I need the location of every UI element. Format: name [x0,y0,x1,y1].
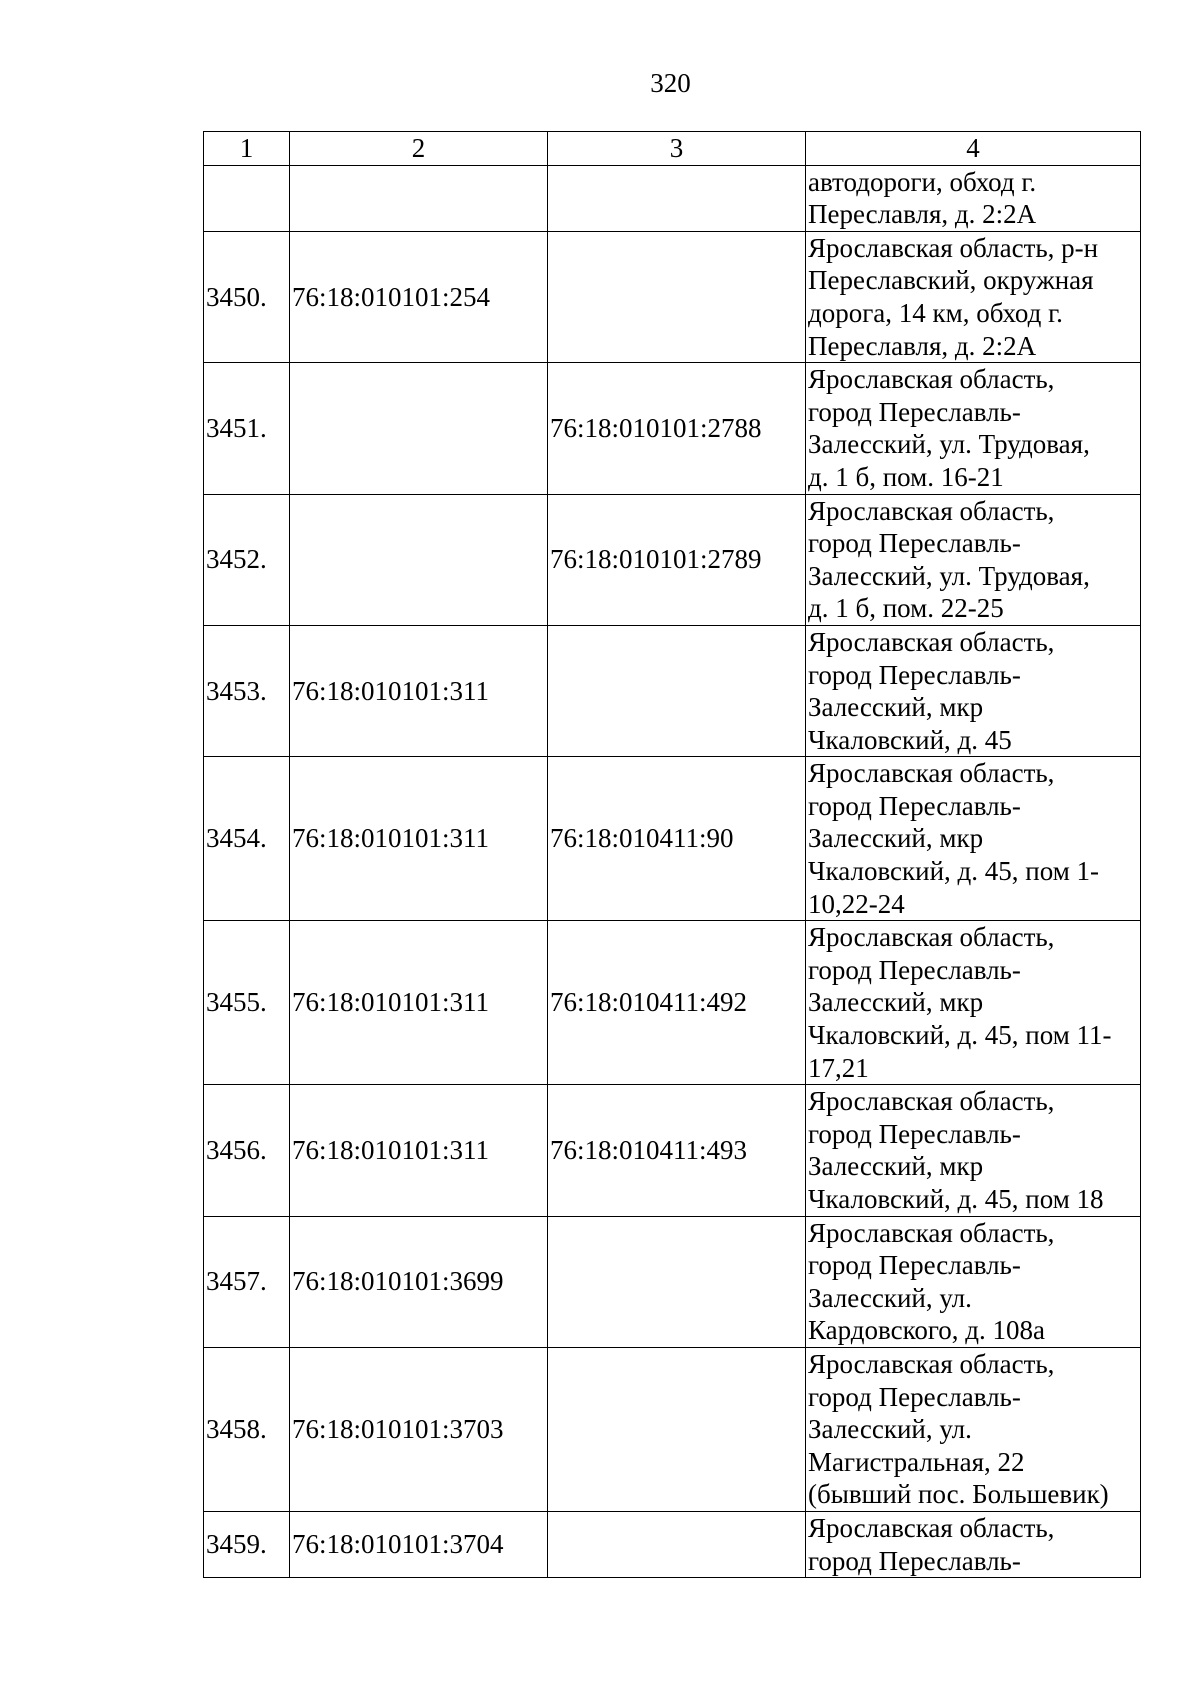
address-line: 17,21 [808,1052,869,1083]
row-number-cell: 3456. [204,1085,290,1216]
address-line: (бывший пос. Большевик) [808,1479,1109,1510]
address-line: Чкаловский, д. 45, пом 11- [808,1020,1112,1051]
address-line: город Переславль- [808,659,1021,690]
cadastral-number-cell [548,1347,806,1511]
table-row [204,1085,1141,1216]
address-line: Ярославская область, р-н [808,232,1099,263]
address-line: город Переславль- [808,1545,1021,1576]
row-number-cell: 3457. [204,1216,290,1347]
table-row [204,165,1141,231]
row-number-cell: 3459. [204,1511,290,1577]
address-line: Ярославская область, [808,758,1055,789]
address-line: город Переславль- [808,790,1021,821]
address-line: Залесский, ул. [808,1282,972,1313]
address-line: Переславля, д. 2:2А [808,199,1037,230]
address-cell [806,1085,1141,1216]
address-line: Магистральная, 22 [808,1446,1025,1477]
column-header: 4 [806,132,1141,166]
address-cell [806,363,1141,494]
cadastral-number-cell: 76:18:010101:254 [290,231,548,362]
cadastral-number-cell: 76:18:010101:2788 [548,363,806,494]
cadastral-number-cell: 76:18:010411:493 [548,1085,806,1216]
cadastral-number-cell [548,165,806,231]
cadastral-number-cell: 76:18:010101:311 [290,1085,548,1216]
address-cell [806,165,1141,231]
table-row [204,231,1141,362]
address-line: город Переславль- [808,1118,1021,1149]
cadastral-number-cell: 76:18:010101:3699 [290,1216,548,1347]
address-line: город Переславль- [808,396,1021,427]
address-line: Ярославская область, [808,626,1055,657]
address-line: Ярославская область, [808,922,1055,953]
cadastral-number-cell: 76:18:010411:90 [548,757,806,921]
cadastral-number-cell [290,363,548,494]
address-line: город Переславль- [808,1381,1021,1412]
row-number-cell: 3452. [204,494,290,625]
page-number: 320 [650,68,691,98]
cadastral-number-cell [548,231,806,362]
address-line: Залесский, мкр [808,823,984,854]
cadastral-number-cell: 76:18:010101:311 [290,757,548,921]
address-line: Ярославская область, [808,1512,1055,1543]
row-number-cell: 3453. [204,625,290,756]
row-number-cell: 3450. [204,231,290,362]
cadastral-number-cell: 76:18:010101:311 [290,921,548,1085]
table-row [204,921,1141,1085]
address-line: Чкаловский, д. 45 [808,724,1012,755]
address-line: Ярославская область, [808,1086,1055,1117]
row-number-cell: 3458. [204,1347,290,1511]
table-row [204,625,1141,756]
cadastral-number-cell [548,625,806,756]
column-header: 2 [290,132,548,166]
address-line: Залесский, мкр [808,1151,984,1182]
address-line: дорога, 14 км, обход г. [808,297,1063,328]
address-cell [806,1216,1141,1347]
address-cell [806,1347,1141,1511]
cadastral-number-cell [290,494,548,625]
address-cell [806,757,1141,921]
cadastral-number-cell: 76:18:010411:492 [548,921,806,1085]
cadastral-number-cell: 76:18:010101:3703 [290,1347,548,1511]
address-line: город Переславль- [808,954,1021,985]
cadastral-number-cell [548,1216,806,1347]
address-line: автодороги, обход г. [808,166,1037,197]
address-line: город Переславль- [808,1250,1021,1281]
table-row [204,1511,1141,1577]
cadastral-number-cell [548,1511,806,1577]
registry-table [203,131,1141,1578]
address-line: город Переславль- [808,528,1021,559]
table-header-row [204,132,1141,166]
address-line: Ярославская область, [808,495,1055,526]
address-line: Кардовского, д. 108а [808,1315,1045,1346]
address-line: Залесский, ул. Трудовая, [808,429,1090,460]
table-row [204,757,1141,921]
address-line: Чкаловский, д. 45, пом 18 [808,1184,1104,1214]
address-cell [806,921,1141,1085]
address-cell [806,1511,1141,1577]
address-line: д. 1 б, пом. 16-21 [808,461,1004,492]
address-line: Залесский, ул. [808,1414,972,1445]
address-line: Чкаловский, д. 45, пом 1- [808,856,1100,887]
table-row [204,494,1141,625]
address-line: Ярославская область, [808,1348,1055,1379]
address-cell [806,625,1141,756]
row-number-cell: 3454. [204,757,290,921]
address-line: Переславля, д. 2:2А [808,330,1037,361]
address-line: 10,22-24 [808,888,905,919]
address-line: Переславский, окружная [808,265,1094,296]
address-line: Залесский, мкр [808,692,984,723]
row-number-cell: 3455. [204,921,290,1085]
address-line: Залесский, мкр [808,987,984,1018]
row-number-cell: 3451. [204,363,290,494]
address-line: Ярославская область, [808,1217,1055,1248]
address-cell [806,231,1141,362]
cadastral-number-cell [290,165,548,231]
column-header: 3 [548,132,806,166]
column-header: 1 [204,132,290,166]
address-line: Ярославская область, [808,364,1055,395]
table-row [204,1216,1141,1347]
row-number-cell [204,165,290,231]
cadastral-number-cell: 76:18:010101:3704 [290,1511,548,1577]
address-line: Залесский, ул. Трудовая, [808,560,1090,591]
table-row [204,363,1141,494]
cadastral-number-cell: 76:18:010101:311 [290,625,548,756]
table-row [204,1347,1141,1511]
address-cell [806,494,1141,625]
address-line: д. 1 б, пом. 22-25 [808,593,1004,624]
cadastral-number-cell: 76:18:010101:2789 [548,494,806,625]
